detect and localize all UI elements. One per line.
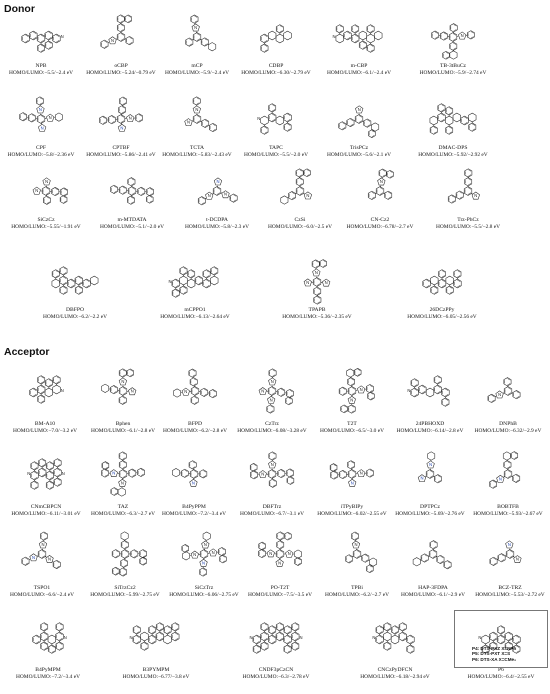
acceptor-molecule-dptpcz bbox=[392, 445, 468, 531]
acceptor-molecule-b4pympm bbox=[2, 610, 94, 694]
svg-text:N: N bbox=[261, 388, 265, 394]
svg-text:N: N bbox=[498, 476, 502, 482]
acceptor-molecule-cztrz bbox=[232, 362, 312, 448]
structure-drawing bbox=[312, 362, 392, 420]
homo-lumo-label: HOMO/LUMO:−6.2/−2.2 eV bbox=[42, 313, 108, 320]
svg-text:N: N bbox=[202, 560, 206, 566]
acceptor-molecule-itpybipy bbox=[312, 445, 392, 531]
homo-lumo-label: HOMO/LUMO:−6.06/−2.75 eV bbox=[169, 591, 239, 598]
homo-lumo-label: HOMO/LUMO:−6.4/−2.55 eV bbox=[467, 673, 535, 680]
homo-lumo-label: HOMO/LUMO:−6.2/−2.7 eV bbox=[324, 591, 390, 598]
svg-text:N: N bbox=[306, 192, 310, 198]
molecule-name: B3PYMPM bbox=[142, 667, 170, 673]
structure-drawing bbox=[160, 12, 234, 62]
acceptor-molecule-taz bbox=[90, 445, 156, 531]
acceptor-molecule-hap-3fdpa bbox=[394, 524, 472, 612]
acceptor-molecule-tspo1 bbox=[2, 524, 82, 612]
donor-molecule-npb bbox=[2, 12, 80, 90]
structure-drawing bbox=[258, 258, 376, 306]
svg-text:N: N bbox=[27, 471, 31, 477]
acceptor-molecule-bobtfb bbox=[468, 445, 548, 531]
molecule-name: Trz-PhCz bbox=[457, 217, 479, 223]
svg-text:N: N bbox=[61, 471, 65, 477]
structure-drawing bbox=[392, 362, 468, 420]
donor-molecule-t-dcdpa bbox=[174, 166, 260, 244]
molecule-name: PO-T2T bbox=[270, 585, 290, 591]
svg-text:N: N bbox=[112, 470, 116, 476]
structure-drawing bbox=[174, 166, 260, 216]
acceptor-molecule-bfpd bbox=[158, 362, 232, 448]
p6-legend-line2: P5: DTS-PXT X=S bbox=[472, 651, 511, 657]
acceptor-molecule-dbftrz bbox=[232, 445, 312, 531]
svg-text:N: N bbox=[63, 635, 67, 641]
homo-lumo-label: HOMO/LUMO:−5.92/−2.92 eV bbox=[418, 151, 488, 158]
donor-molecule-m-mtdata bbox=[90, 166, 174, 244]
structure-drawing bbox=[232, 445, 312, 503]
homo-lumo-label: HOMO/LUMO:−6.1/−2.4 eV bbox=[326, 69, 392, 76]
homo-lumo-label: HOMO/LUMO:−5.53/−2.72 eV bbox=[475, 591, 545, 598]
structure-drawing bbox=[234, 12, 318, 62]
homo-lumo-label: HOMO/LUMO:−6.7/−3.1 eV bbox=[239, 510, 305, 517]
svg-text:N: N bbox=[270, 378, 274, 384]
homo-lumo-label: HOMO/LUMO:−6.11/−3.01 eV bbox=[11, 510, 81, 517]
svg-text:N: N bbox=[507, 541, 511, 547]
homo-lumo-label: HOMO/LUMO:−6.32/−2.9 eV bbox=[474, 427, 542, 434]
molecule-name: TAZ bbox=[117, 504, 129, 510]
structure-drawing bbox=[82, 12, 160, 62]
structure-drawing bbox=[90, 445, 156, 503]
acceptor-molecule-tpbi bbox=[320, 524, 394, 612]
svg-text:N: N bbox=[48, 556, 52, 562]
homo-lumo-label: HOMO/LUMO:−6.2/−2.8 eV bbox=[162, 427, 228, 434]
molecule-name: TPAPB bbox=[308, 307, 326, 313]
molecule-name: DMAC-DPS bbox=[438, 145, 468, 151]
molecule-name: m-CBP bbox=[350, 63, 368, 69]
svg-text:N: N bbox=[324, 280, 328, 286]
molecule-name: DBFPO bbox=[65, 307, 85, 313]
svg-text:N: N bbox=[278, 560, 282, 566]
svg-text:N: N bbox=[269, 550, 273, 556]
donor-section-title: Donor bbox=[4, 3, 35, 15]
molecule-name: TAPC bbox=[269, 145, 283, 151]
homo-lumo-label: HOMO/LUMO:−5.9/−2.74 eV bbox=[419, 69, 487, 76]
donor-molecule-cpf bbox=[2, 94, 80, 172]
homo-lumo-label: HOMO/LUMO:−6.1/−2.9 eV bbox=[400, 591, 466, 598]
structure-drawing bbox=[2, 94, 80, 144]
molecule-name: SiTrzCz2 bbox=[114, 585, 136, 591]
structure-drawing bbox=[372, 258, 512, 306]
structure-drawing bbox=[400, 94, 506, 144]
molecule-name: CNCzPyDFCN bbox=[377, 667, 413, 673]
structure-drawing bbox=[168, 524, 240, 584]
structure-drawing bbox=[158, 362, 232, 420]
molecule-name: B4PyMPM bbox=[35, 667, 61, 673]
donor-molecule-mcppo1 bbox=[130, 258, 260, 334]
molecule-name: oCBP bbox=[114, 63, 128, 69]
homo-lumo-label: HOMO/LUMO:−6.3/−2.78 eV bbox=[242, 673, 310, 680]
homo-lumo-label: HOMO/LUMO:−6.5/−3.0 eV bbox=[319, 427, 385, 434]
homo-lumo-label: HOMO/LUMO:−5.6/−2.1 eV bbox=[326, 151, 392, 158]
acceptor-molecule-sicztrz bbox=[168, 524, 240, 612]
molecule-name: BCZ-TRZ bbox=[498, 585, 522, 591]
molecule-name: BOBTFB bbox=[497, 504, 519, 510]
structure-drawing bbox=[336, 610, 454, 666]
structure-drawing bbox=[472, 524, 548, 584]
structure-drawing bbox=[468, 362, 548, 420]
homo-lumo-label: HOMO/LUMO:−6.08/−3.28 eV bbox=[237, 427, 307, 434]
svg-text:N: N bbox=[269, 397, 273, 403]
svg-text:N: N bbox=[270, 461, 274, 467]
svg-text:N: N bbox=[379, 178, 383, 184]
molecule-name: CDBP bbox=[268, 63, 284, 69]
homo-lumo-label: HOMO/LUMO:−5.83/−2.43 eV bbox=[162, 151, 232, 158]
svg-text:N: N bbox=[257, 116, 261, 122]
donor-molecule-czsi bbox=[260, 166, 340, 244]
molecule-name: SiCzTrz bbox=[194, 585, 214, 591]
homo-lumo-label: HOMO/LUMO:−5.86/−2.41 eV bbox=[86, 151, 156, 158]
molecule-name: T2T bbox=[347, 421, 357, 427]
donor-molecule-siczcz bbox=[2, 166, 90, 244]
homo-lumo-label: HOMO/LUMO:−5.99/−2.75 eV bbox=[90, 591, 160, 598]
structure-drawing bbox=[392, 445, 468, 503]
svg-text:N: N bbox=[60, 388, 64, 394]
svg-text:N: N bbox=[420, 475, 424, 481]
svg-text:N: N bbox=[299, 635, 303, 641]
svg-text:N: N bbox=[41, 541, 45, 547]
structure-drawing bbox=[90, 166, 174, 216]
donor-molecule-cdbp bbox=[234, 12, 318, 90]
homo-lumo-label: HOMO/LUMO:−5.5/−2.8 eV bbox=[435, 223, 501, 230]
molecule-name: CNDF3pCzCN bbox=[258, 667, 294, 673]
svg-text:N: N bbox=[120, 480, 124, 486]
structure-drawing bbox=[318, 12, 400, 62]
acceptor-molecule-24pbhoxd bbox=[392, 362, 468, 448]
svg-text:N: N bbox=[429, 461, 433, 467]
acceptor-molecule-bphen bbox=[88, 362, 158, 448]
svg-text:N: N bbox=[261, 471, 265, 477]
donor-molecule-26dczppy bbox=[372, 258, 512, 334]
svg-text:N: N bbox=[515, 556, 519, 562]
acceptor-molecule-sitrzcz2 bbox=[82, 524, 168, 612]
svg-text:N: N bbox=[216, 178, 220, 184]
structure-drawing bbox=[156, 445, 232, 503]
donor-molecule-tpapb bbox=[258, 258, 376, 334]
donor-molecule-ocbp bbox=[82, 12, 160, 90]
svg-text:N: N bbox=[128, 115, 132, 121]
molecule-name: P6 bbox=[498, 667, 504, 673]
svg-text:N: N bbox=[350, 397, 354, 403]
donor-molecule-cn-cz2 bbox=[340, 166, 420, 244]
structure-drawing bbox=[2, 445, 90, 503]
svg-text:N: N bbox=[120, 125, 124, 131]
svg-text:N: N bbox=[129, 635, 133, 641]
svg-text:N: N bbox=[191, 480, 195, 486]
donor-molecule-dmac-dps bbox=[400, 94, 506, 172]
svg-text:N: N bbox=[207, 193, 211, 199]
acceptor-molecule-bm-a10 bbox=[2, 362, 88, 448]
homo-lumo-label: HOMO/LUMO:−7.0/−3.2 eV bbox=[12, 427, 78, 434]
structure-drawing bbox=[130, 258, 260, 306]
molecule-name: t-DCDPA bbox=[206, 217, 228, 223]
acceptor-molecule-cndf3pczcn bbox=[216, 610, 336, 694]
acceptor-molecule-dnphb bbox=[468, 362, 548, 448]
acceptor-molecule-cnmcbpcn bbox=[2, 445, 90, 531]
p6-legend bbox=[472, 646, 516, 662]
structure-drawing bbox=[96, 610, 216, 666]
molecule-name: DPTPCz bbox=[420, 504, 440, 510]
molecule-name: mCPPO1 bbox=[184, 307, 206, 313]
structure-drawing bbox=[82, 94, 160, 144]
homo-lumo-label: HOMO/LUMO:−5.24/−0.79 eV bbox=[86, 69, 156, 76]
svg-text:N: N bbox=[184, 389, 188, 395]
svg-text:N: N bbox=[32, 554, 36, 560]
structure-drawing bbox=[82, 524, 168, 584]
molecule-name: HAP-3FDPA bbox=[418, 585, 448, 591]
svg-text:N: N bbox=[211, 549, 215, 555]
svg-text:N: N bbox=[357, 106, 361, 112]
molecule-name: TrisPCz bbox=[349, 145, 369, 151]
homo-lumo-label: HOMO/LUMO:−6.78/−2.7 eV bbox=[346, 223, 414, 230]
svg-text:N: N bbox=[111, 37, 115, 43]
molecule-name: m-MTDATA bbox=[117, 217, 147, 223]
homo-lumo-label: HOMO/LUMO:−6.05/−2.56 eV bbox=[407, 313, 477, 320]
svg-text:N: N bbox=[372, 635, 376, 641]
svg-text:N: N bbox=[130, 388, 134, 394]
structure-drawing bbox=[320, 524, 394, 584]
svg-text:N: N bbox=[287, 551, 291, 557]
acceptor-molecule-b4pyppm bbox=[156, 445, 232, 531]
homo-lumo-label: HOMO/LUMO:−6.30/−2.79 eV bbox=[241, 69, 311, 76]
svg-text:N: N bbox=[194, 24, 198, 30]
molecule-name: TSPO1 bbox=[33, 585, 51, 591]
molecule-name: CzTrz bbox=[265, 421, 279, 427]
homo-lumo-label: HOMO/LUMO:−5.1/−2.0 eV bbox=[99, 223, 165, 230]
molecule-name: CPF bbox=[36, 145, 46, 151]
molecule-name: TB-3tBuCz bbox=[439, 63, 467, 69]
homo-lumo-label: HOMO/LUMO:−7.2/−3.4 eV bbox=[15, 673, 81, 680]
structure-drawing bbox=[88, 362, 158, 420]
molecule-name: B4PyPPM bbox=[182, 504, 206, 510]
structure-drawing bbox=[468, 445, 548, 503]
homo-lumo-label: HOMO/LUMO:−6.3/−2.7 eV bbox=[90, 510, 156, 517]
svg-text:N: N bbox=[354, 541, 358, 547]
donor-molecule-tcta bbox=[160, 94, 234, 172]
structure-drawing bbox=[160, 94, 234, 144]
svg-text:N: N bbox=[249, 635, 253, 641]
homo-lumo-label: HOMO/LUMO:−5.9/−2.4 eV bbox=[164, 69, 230, 76]
structure-drawing bbox=[394, 524, 472, 584]
svg-text:N: N bbox=[474, 193, 478, 199]
homo-lumo-label: HOMO/LUMO:−6.6/−2.4 eV bbox=[9, 591, 75, 598]
molecule-name: BM-A10 bbox=[34, 421, 56, 427]
svg-text:N: N bbox=[186, 119, 190, 125]
structure-drawing bbox=[318, 94, 400, 144]
donor-molecule-m-cbp bbox=[318, 12, 400, 90]
structure-drawing bbox=[260, 166, 340, 216]
svg-text:N: N bbox=[306, 279, 310, 285]
molecule-name: 24PBHOXD bbox=[415, 421, 445, 427]
molecule-name: 26DCzPPy bbox=[429, 307, 455, 313]
molecule-name: CNmCBPCN bbox=[30, 504, 62, 510]
acceptor-molecule-cnczpydfcn bbox=[336, 610, 454, 694]
svg-text:N: N bbox=[45, 178, 49, 184]
molecule-name: SiCzCz bbox=[37, 217, 55, 223]
structure-drawing bbox=[2, 12, 80, 62]
svg-text:N: N bbox=[359, 470, 363, 476]
acceptor-molecule-po-t2t bbox=[240, 524, 320, 612]
molecule-name: BFPD bbox=[188, 421, 202, 427]
svg-text:N: N bbox=[407, 388, 411, 394]
homo-lumo-label: HOMO/LUMO:−5.55/−1.91 eV bbox=[11, 223, 81, 230]
molecule-name: DBFTrz bbox=[262, 504, 282, 510]
donor-molecule-tb-3tbucz bbox=[400, 12, 506, 90]
structure-drawing bbox=[400, 12, 506, 62]
svg-text:N: N bbox=[168, 279, 172, 285]
structure-drawing bbox=[240, 524, 320, 584]
acceptor-section-title: Acceptor bbox=[4, 346, 50, 358]
svg-text:N: N bbox=[460, 33, 464, 39]
donor-molecule-dbfpo bbox=[20, 258, 130, 334]
structure-drawing bbox=[420, 166, 516, 216]
homo-lumo-label: HOMO/LUMO:−5.8/−2.36 eV bbox=[7, 151, 75, 158]
svg-text:N: N bbox=[203, 541, 207, 547]
structure-drawing bbox=[2, 362, 88, 420]
donor-molecule-tapc bbox=[234, 94, 318, 172]
donor-molecule-trispcz bbox=[318, 94, 400, 172]
homo-lumo-label: HOMO/LUMO:−7.2/−3.4 eV bbox=[161, 510, 227, 517]
svg-text:N: N bbox=[478, 635, 482, 641]
molecule-name: iTPyBIPy bbox=[340, 504, 364, 510]
svg-text:N: N bbox=[193, 552, 197, 558]
donor-molecule-trz-phcz bbox=[420, 166, 516, 244]
svg-text:N: N bbox=[223, 191, 228, 197]
svg-text:N: N bbox=[314, 269, 318, 275]
structure-drawing bbox=[20, 258, 130, 306]
svg-text:N: N bbox=[332, 34, 336, 40]
structure-drawing bbox=[234, 94, 318, 144]
molecule-name: CzSi bbox=[294, 217, 306, 223]
molecule-name: TCTA bbox=[189, 145, 205, 151]
homo-lumo-label: HOMO/LUMO:−6.14/−2.8 eV bbox=[396, 427, 464, 434]
molecule-name: mCP bbox=[191, 63, 203, 69]
homo-lumo-label: HOMO/LUMO:−5.69/−2.76 eV bbox=[395, 510, 465, 517]
structure-drawing bbox=[340, 166, 420, 216]
svg-text:N: N bbox=[40, 125, 44, 131]
homo-lumo-label: HOMO/LUMO:−5.5/−2.4 eV bbox=[8, 69, 74, 76]
structure-drawing bbox=[232, 362, 312, 420]
homo-lumo-label: HOMO/LUMO:−7.5/−3.5 eV bbox=[247, 591, 313, 598]
molecule-name: CN-Cz2 bbox=[370, 217, 390, 223]
homo-lumo-label: HOMO/LUMO:−6.13/−2.64 eV bbox=[160, 313, 230, 320]
svg-text:N: N bbox=[48, 115, 52, 121]
donor-molecule-cptbf bbox=[82, 94, 160, 172]
svg-text:N: N bbox=[359, 386, 363, 392]
homo-lumo-label: HOMO/LUMO:−6.02/−2.55 eV bbox=[317, 510, 387, 517]
molecule-name: NPB bbox=[35, 63, 47, 69]
homo-lumo-label: HOMO/LUMO:−5.36/−2.35 eV bbox=[282, 313, 352, 320]
molecule-name: CPTBF bbox=[112, 145, 130, 151]
structure-drawing bbox=[2, 610, 94, 666]
homo-lumo-label: HOMO/LUMO:−6.18/−2.94 eV bbox=[360, 673, 430, 680]
homo-lumo-label: HOMO/LUMO:−6.77/−3.8 eV bbox=[122, 673, 190, 680]
acceptor-molecule-b3pympm bbox=[96, 610, 216, 694]
svg-text:N: N bbox=[60, 34, 64, 40]
donor-molecule-mcp bbox=[160, 12, 234, 90]
acceptor-molecule-t2t bbox=[312, 362, 392, 448]
svg-text:N: N bbox=[121, 378, 125, 384]
structure-drawing bbox=[2, 166, 90, 216]
p6-legend-line3: P6: DTS-XA X=CMe₂ bbox=[472, 656, 517, 662]
structure-drawing bbox=[312, 445, 392, 503]
homo-lumo-label: HOMO/LUMO:−5.5/−2.0 eV bbox=[243, 151, 309, 158]
svg-text:N: N bbox=[350, 480, 354, 486]
structure-drawing bbox=[2, 524, 82, 584]
homo-lumo-label: HOMO/LUMO:−6.0/−2.5 eV bbox=[267, 223, 333, 230]
svg-text:N: N bbox=[195, 106, 199, 112]
molecule-name: DNPhB bbox=[499, 421, 517, 427]
structure-drawing bbox=[216, 610, 336, 666]
svg-text:N: N bbox=[38, 106, 42, 112]
molecule-name: Bphen bbox=[115, 421, 131, 427]
molecule-name: TPBi bbox=[351, 585, 363, 591]
acceptor-molecule-bcz-trz bbox=[472, 524, 548, 612]
homo-lumo-label: HOMO/LUMO:−5.93/−2.67 eV bbox=[473, 510, 543, 517]
homo-lumo-label: HOMO/LUMO:−5.8/−2.3 eV bbox=[184, 223, 250, 230]
svg-text:N: N bbox=[35, 188, 39, 194]
svg-text:N: N bbox=[498, 391, 502, 397]
homo-lumo-label: HOMO/LUMO:−6.1/−2.8 eV bbox=[90, 427, 156, 434]
p6-legend-line1: P4: DTS-PXZ X=NPh bbox=[472, 646, 517, 651]
